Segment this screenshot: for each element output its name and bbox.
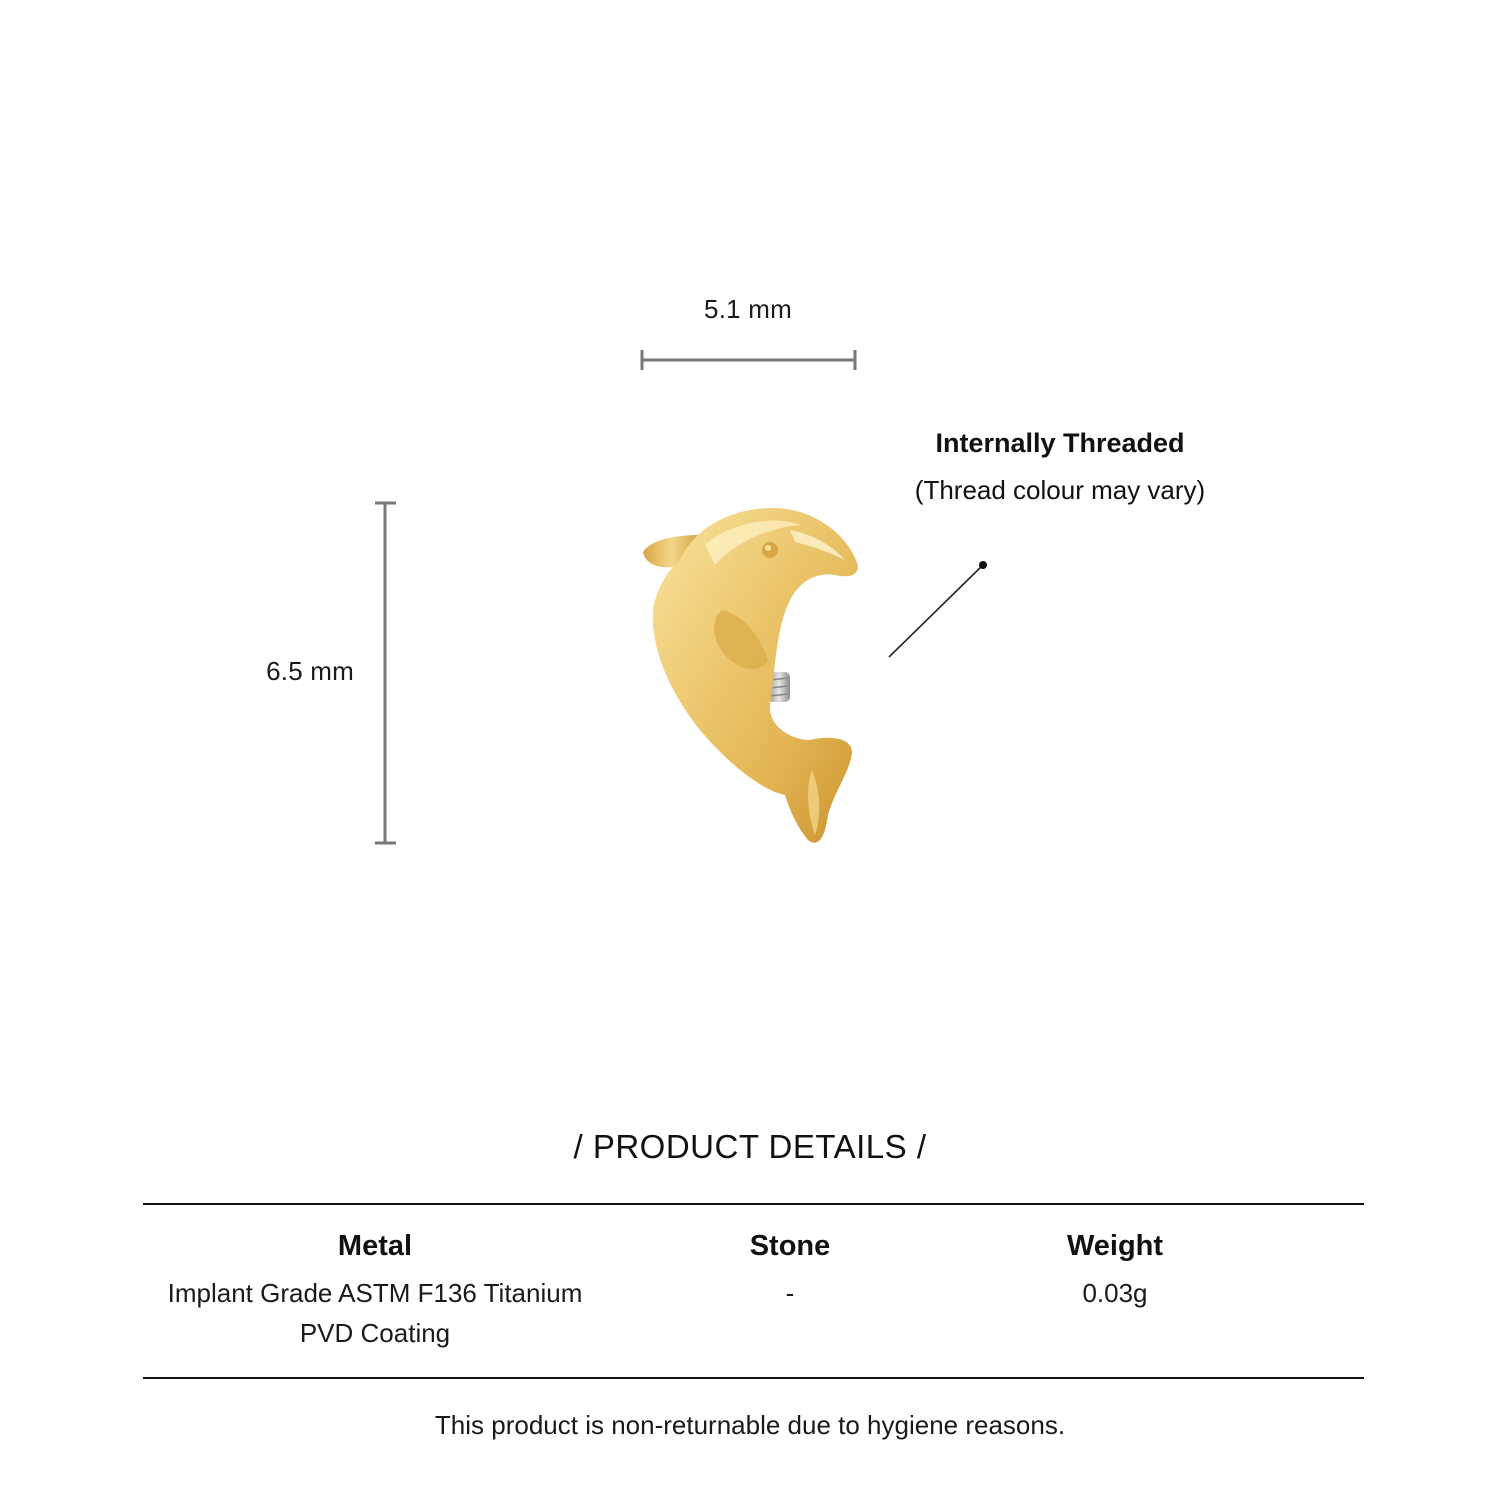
callout-title: Internally Threaded <box>935 428 1185 458</box>
footer-note: This product is non-returnable due to hygiene reasons. <box>434 1410 1066 1440</box>
width-dimension-label: 5.1 mm <box>704 294 792 324</box>
height-dimension-label: 6.5 mm <box>266 656 354 686</box>
divider-top <box>143 1203 1364 1205</box>
detail-value-stone: - <box>785 1278 795 1308</box>
width-dimension-bar <box>642 350 855 370</box>
detail-column-weight <box>965 1230 1265 1313</box>
product-details-heading: / PRODUCT DETAILS / <box>573 1128 927 1165</box>
divider-bottom <box>143 1377 1364 1379</box>
callout-leader-line <box>889 561 987 657</box>
detail-value-metal-line-2: PVD Coating <box>299 1318 451 1348</box>
height-dimension-bar <box>375 503 396 843</box>
detail-column-stone <box>640 1230 940 1313</box>
detail-value-metal-line-1: Implant Grade ASTM F136 Titanium <box>167 1278 583 1308</box>
detail-header-metal: Metal <box>337 1230 413 1262</box>
detail-header-stone: Stone <box>749 1230 831 1262</box>
gold-dolphin-stud-icon <box>643 508 858 843</box>
detail-header-weight: Weight <box>1066 1230 1164 1262</box>
callout-subtitle: (Thread colour may vary) <box>914 475 1206 505</box>
detail-value-weight: 0.03g <box>1082 1278 1148 1308</box>
detail-column-metal <box>140 1230 610 1353</box>
